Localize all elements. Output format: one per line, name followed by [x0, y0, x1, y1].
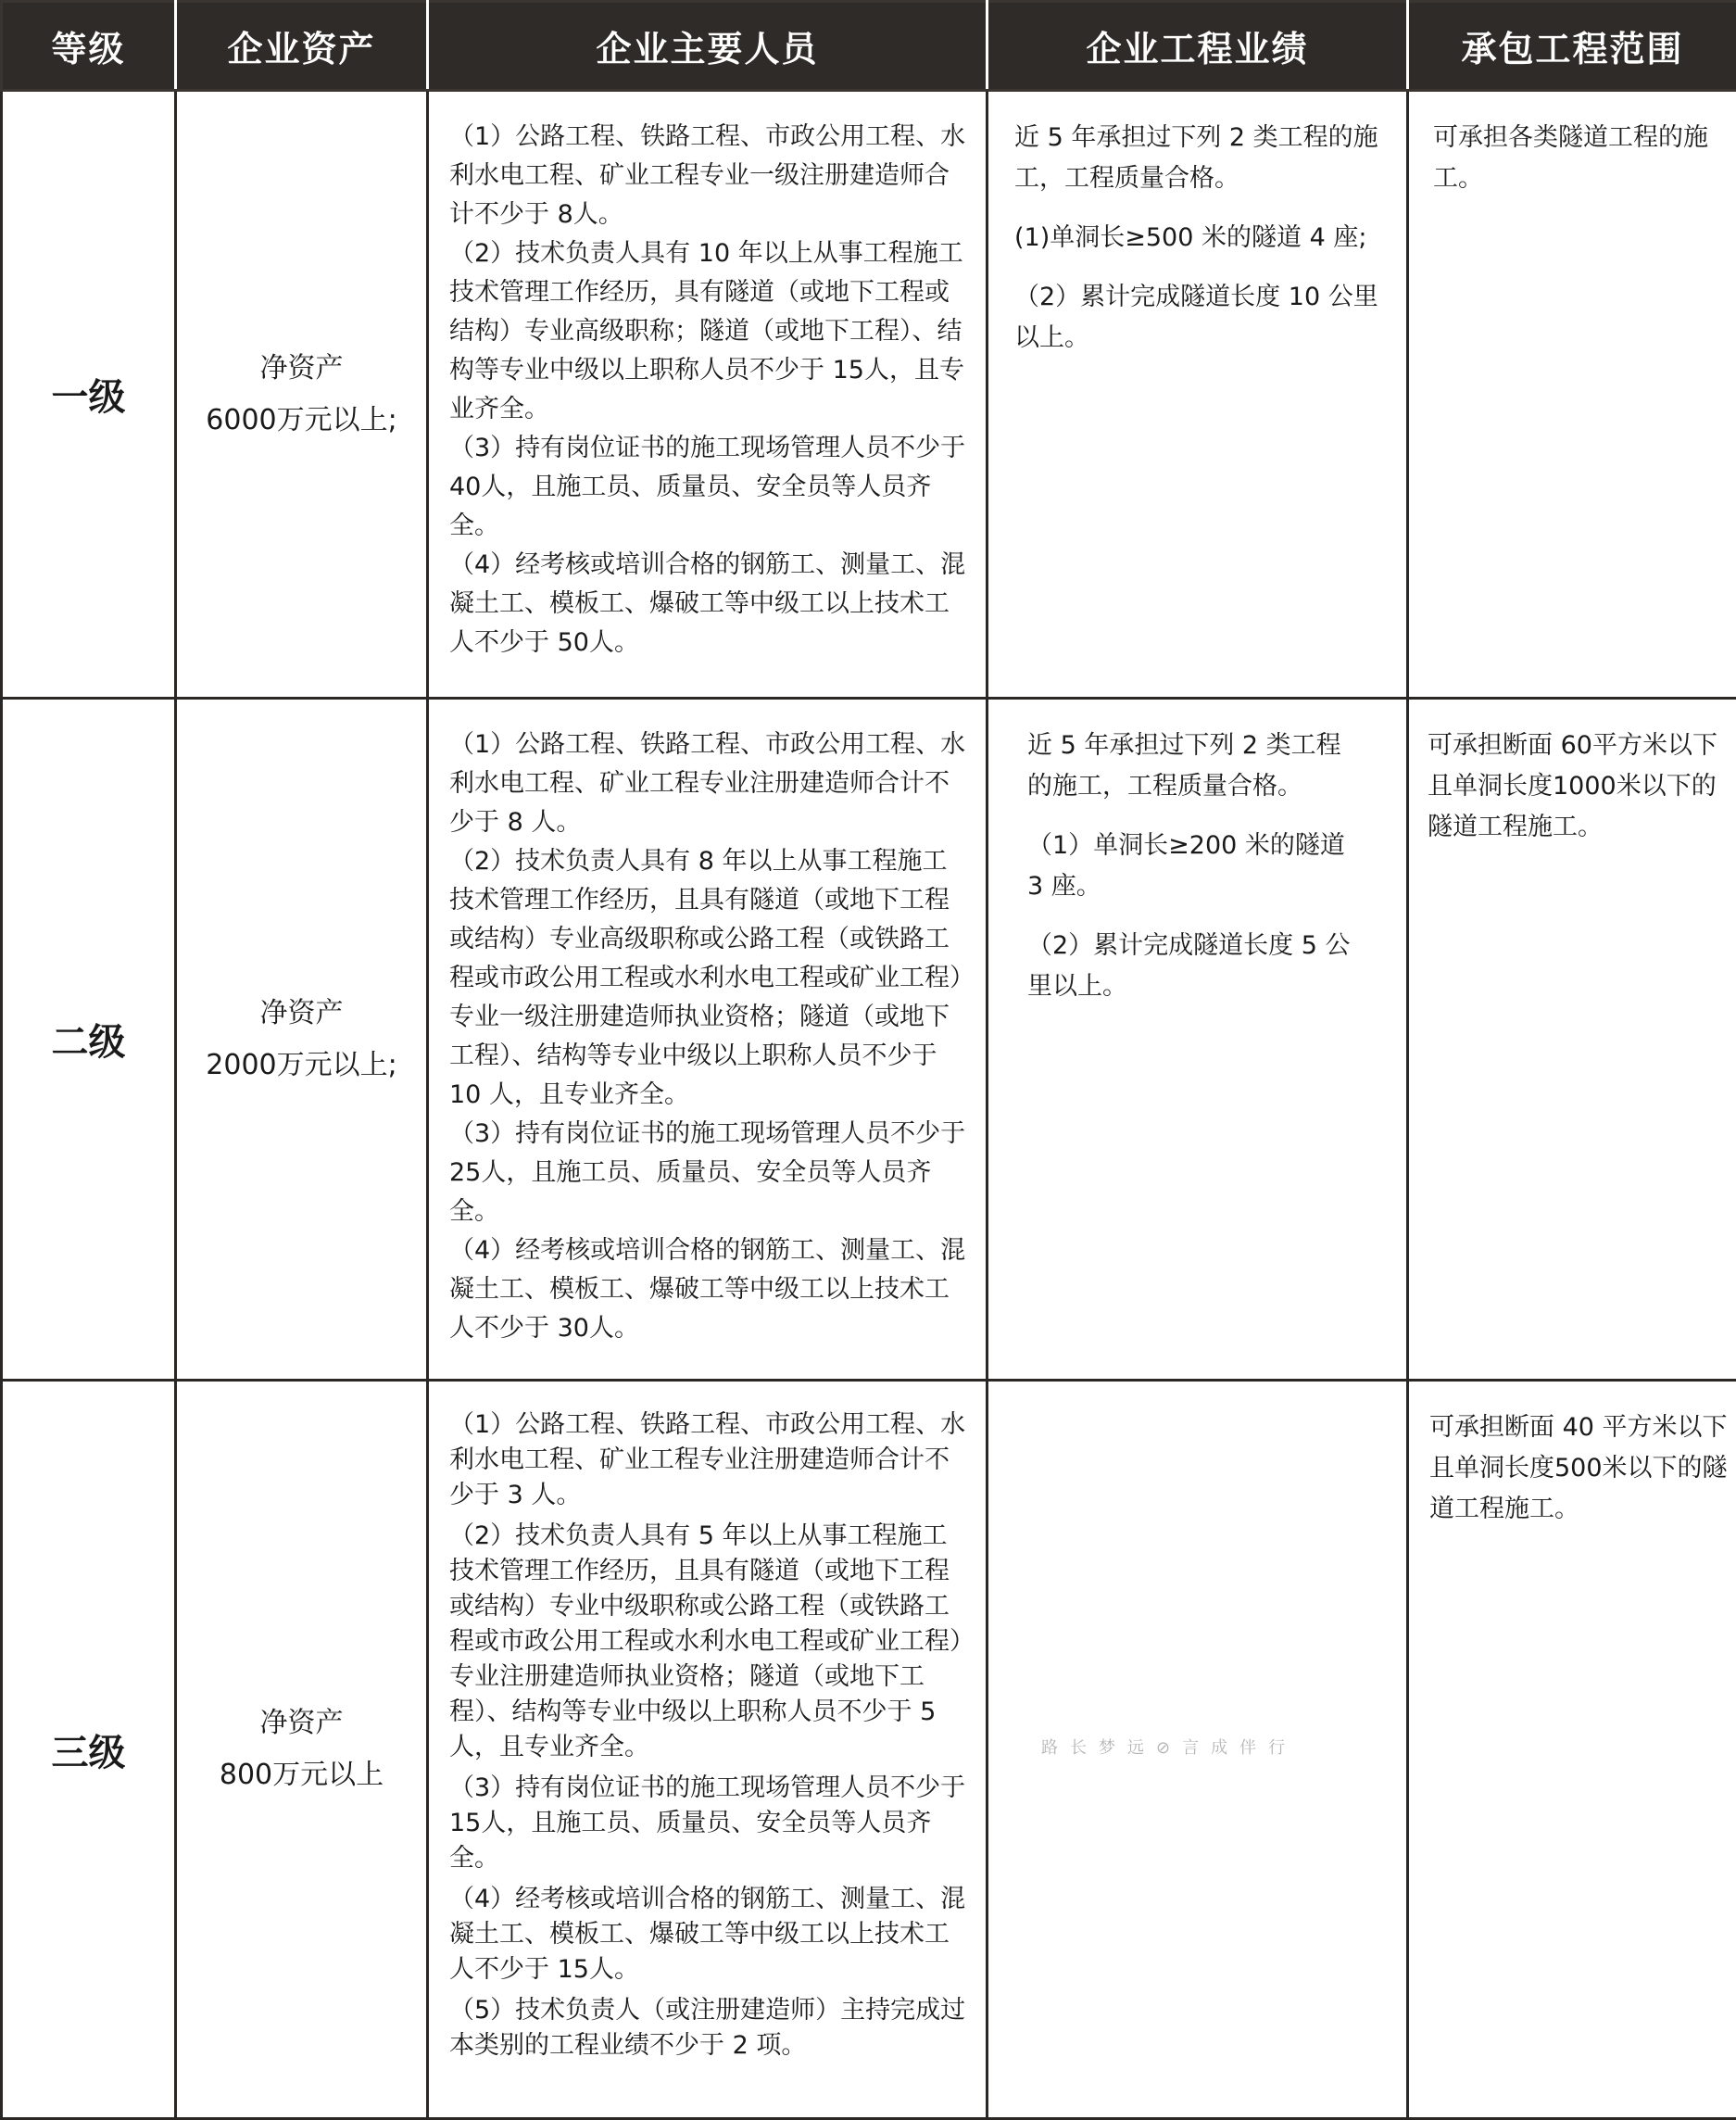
personnel-item: （3）持有岗位证书的施工现场管理人员不少于 40人，且施工员、质量员、安全员等人员齐全。	[449, 429, 969, 546]
performance-intro: 近 5 年承担过下列 2 类工程的施工，工程质量合格。	[1014, 118, 1384, 199]
personnel-item: （1）公路工程、铁路工程、市政公用工程、水利水电工程、矿业工程专业注册建造师合计不少于 3 人。	[449, 1407, 969, 1513]
header-personnel: 企业主要人员	[428, 2, 988, 91]
grade-cell: 二级	[2, 699, 176, 1381]
personnel-cell	[428, 91, 988, 699]
performance-item: （2）累计完成隧道长度 5 公里以上。	[1027, 926, 1362, 1007]
personnel-item: （5）技术负责人（或注册建造师）主持完成过本类别的工程业绩不少于 2 项。	[449, 1993, 969, 2063]
personnel-item: （2）技术负责人具有 5 年以上从事工程施工技术管理工作经历，且具有隧道（或地下工程或结构）专业中级职称或公路工程（或铁路工程或市政公用工程或水利水电工程或矿业工程）专业注册建造师执业资格；隧道（或地下工程）、结构等专业中级以上职称人员不少于 5 人，且专业齐全。	[449, 1519, 969, 1765]
personnel-cell	[428, 1381, 988, 2119]
performance-item: （1）单洞长≥200 米的隧道 3 座。	[1027, 826, 1362, 907]
personnel-item: （2）技术负责人具有 8 年以上从事工程施工技术管理工作经历，且具有隧道（或地下工程或结构）专业高级职称或公路工程（或铁路工程或市政公用工程或水利水电工程或矿业工程）专业一级注册建造师执业资格；隧道（或地下工程）、结构等专业中级以上职称人员不少于 10 人，且专业齐全。	[449, 842, 969, 1115]
scope-cell: 可承担各类隧道工程的施工。	[1408, 91, 1736, 699]
table-row	[2, 1381, 1736, 2119]
personnel-item: （4）经考核或培训合格的钢筋工、测量工、混凝土工、模板工、爆破工等中级工以上技术工人不少于 30人。	[449, 1231, 969, 1348]
assets-label: 净资产	[178, 343, 425, 395]
assets-value: 800万元以上	[178, 1749, 425, 1801]
table-row	[2, 91, 1736, 699]
assets-label: 净资产	[178, 1697, 425, 1749]
assets-value: 2000万元以上;	[178, 1040, 425, 1092]
personnel-item: （2）技术负责人具有 10 年以上从事工程施工技术管理工作经历，具有隧道（或地下工程或结构）专业高级职称；隧道（或地下工程）、结构等专业中级以上职称人员不少于 15人，且专业齐全。	[449, 234, 969, 429]
performance-cell	[988, 91, 1408, 699]
assets-cell	[176, 699, 428, 1381]
personnel-item: （3）持有岗位证书的施工现场管理人员不少于 15人，且施工员、质量员、安全员等人员齐全。	[449, 1771, 969, 1876]
grade-cell: 一级	[2, 91, 176, 699]
grade-cell: 三级	[2, 1381, 176, 2119]
header-grade: 等级	[2, 2, 176, 91]
personnel-item: （3）持有岗位证书的施工现场管理人员不少于 25人，且施工员、质量员、安全员等人员齐全。	[449, 1115, 969, 1231]
personnel-cell	[428, 699, 988, 1381]
assets-cell	[176, 91, 428, 699]
assets-cell	[176, 1381, 428, 2119]
performance-item: (1)单洞长≥500 米的隧道 4 座;	[1014, 218, 1384, 259]
scope-cell: 可承担断面 40 平方米以下且单洞长度500米以下的隧道工程施工。	[1408, 1381, 1736, 2119]
performance-item: （2）累计完成隧道长度 10 公里以上。	[1014, 277, 1384, 359]
performance-cell	[988, 699, 1408, 1381]
assets-value: 6000万元以上;	[178, 395, 425, 447]
table-row	[2, 699, 1736, 1381]
personnel-item: （4）经考核或培训合格的钢筋工、测量工、混凝土工、模板工、爆破工等中级工以上技术工人不少于 15人。	[449, 1882, 969, 1988]
performance-intro: 近 5 年承担过下列 2 类工程的施工，工程质量合格。	[1027, 726, 1362, 807]
watermark-text: 路长梦远⊘言成伴行	[1041, 1735, 1356, 1759]
personnel-item: （1）公路工程、铁路工程、市政公用工程、水利水电工程、矿业工程专业注册建造师合计不少于 8 人。	[449, 726, 969, 842]
header-row	[2, 2, 1736, 91]
scope-cell: 可承担断面 60平方米以下且单洞长度1000米以下的隧道工程施工。	[1408, 699, 1736, 1381]
assets-label: 净资产	[178, 988, 425, 1040]
header-scope: 承包工程范围	[1408, 2, 1736, 91]
header-assets: 企业资产	[176, 2, 428, 91]
personnel-item: （1）公路工程、铁路工程、市政公用工程、水利水电工程、矿业工程专业一级注册建造师合计不少于 8人。	[449, 118, 969, 234]
header-performance: 企业工程业绩	[988, 2, 1408, 91]
personnel-item: （4）经考核或培训合格的钢筋工、测量工、混凝土工、模板工、爆破工等中级工以上技术工人不少于 50人。	[449, 546, 969, 662]
